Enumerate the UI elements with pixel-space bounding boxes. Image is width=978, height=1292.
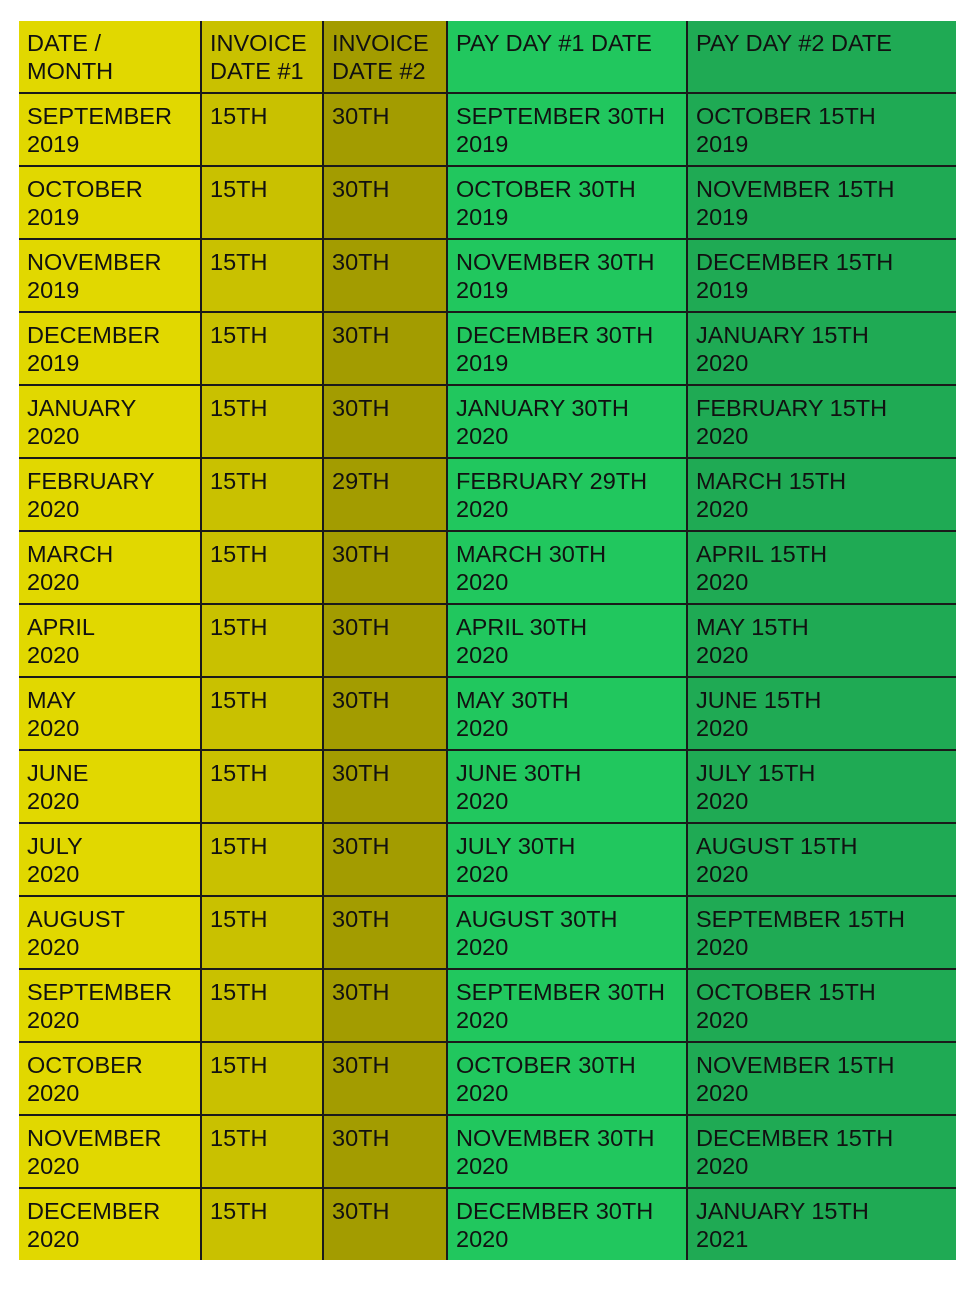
cell-date-month: JULY 2020: [19, 823, 201, 896]
table-row: [19, 604, 956, 677]
cell-pay-day-2: NOVEMBER 15TH 2019: [687, 166, 956, 239]
cell-pay-day-2: DECEMBER 15TH 2019: [687, 239, 956, 312]
cell-date-month: FEBRUARY 2020: [19, 458, 201, 531]
cell-pay-day-2: NOVEMBER 15TH 2020: [687, 1042, 956, 1115]
cell-invoice-date-2: 30TH: [323, 385, 447, 458]
cell-pay-day-1: SEPTEMBER 30TH 2019: [447, 93, 687, 166]
cell-pay-day-1: DECEMBER 30TH 2020: [447, 1188, 687, 1260]
header-invoice-date-1: INVOICE DATE #1: [201, 21, 323, 93]
cell-invoice-date-1: 15TH: [201, 677, 323, 750]
cell-invoice-date-1: 15TH: [201, 1188, 323, 1260]
cell-invoice-date-2: 30TH: [323, 969, 447, 1042]
cell-invoice-date-1: 15TH: [201, 750, 323, 823]
table-row: [19, 1188, 956, 1260]
cell-invoice-date-2: 30TH: [323, 531, 447, 604]
cell-invoice-date-2: 30TH: [323, 677, 447, 750]
table-row: [19, 93, 956, 166]
table-row: [19, 239, 956, 312]
table-row: [19, 750, 956, 823]
cell-pay-day-1: APRIL 30TH 2020: [447, 604, 687, 677]
cell-invoice-date-1: 15TH: [201, 385, 323, 458]
cell-pay-day-2: DECEMBER 15TH 2020: [687, 1115, 956, 1188]
cell-date-month: JUNE 2020: [19, 750, 201, 823]
cell-invoice-date-2: 29TH: [323, 458, 447, 531]
cell-pay-day-1: DECEMBER 30TH 2019: [447, 312, 687, 385]
header-date-month: DATE / MONTH: [19, 21, 201, 93]
cell-date-month: APRIL 2020: [19, 604, 201, 677]
cell-pay-day-1: OCTOBER 30TH 2019: [447, 166, 687, 239]
cell-invoice-date-1: 15TH: [201, 93, 323, 166]
cell-invoice-date-2: 30TH: [323, 750, 447, 823]
cell-invoice-date-1: 15TH: [201, 239, 323, 312]
table-row: [19, 969, 956, 1042]
table-row: [19, 531, 956, 604]
cell-pay-day-2: MAY 15TH 2020: [687, 604, 956, 677]
cell-pay-day-2: OCTOBER 15TH 2019: [687, 93, 956, 166]
cell-pay-day-2: FEBRUARY 15TH 2020: [687, 385, 956, 458]
cell-invoice-date-1: 15TH: [201, 1042, 323, 1115]
cell-pay-day-2: JUNE 15TH 2020: [687, 677, 956, 750]
cell-pay-day-2: JULY 15TH 2020: [687, 750, 956, 823]
table-row: [19, 458, 956, 531]
cell-invoice-date-2: 30TH: [323, 166, 447, 239]
header-row: [19, 21, 956, 93]
cell-date-month: OCTOBER 2020: [19, 1042, 201, 1115]
cell-invoice-date-1: 15TH: [201, 969, 323, 1042]
table-row: [19, 1115, 956, 1188]
cell-pay-day-2: JANUARY 15TH 2020: [687, 312, 956, 385]
cell-invoice-date-1: 15TH: [201, 604, 323, 677]
cell-pay-day-1: NOVEMBER 30TH 2020: [447, 1115, 687, 1188]
table-body: [19, 21, 956, 1260]
cell-date-month: MAY 2020: [19, 677, 201, 750]
table-row: [19, 166, 956, 239]
cell-date-month: SEPTEMBER 2019: [19, 93, 201, 166]
cell-date-month: NOVEMBER 2020: [19, 1115, 201, 1188]
cell-invoice-date-1: 15TH: [201, 896, 323, 969]
cell-date-month: DECEMBER 2019: [19, 312, 201, 385]
cell-pay-day-2: OCTOBER 15TH 2020: [687, 969, 956, 1042]
cell-invoice-date-1: 15TH: [201, 458, 323, 531]
cell-pay-day-1: NOVEMBER 30TH 2019: [447, 239, 687, 312]
cell-pay-day-2: SEPTEMBER 15TH 2020: [687, 896, 956, 969]
header-pay-day-1: PAY DAY #1 DATE: [447, 21, 687, 93]
cell-pay-day-1: MARCH 30TH 2020: [447, 531, 687, 604]
cell-invoice-date-2: 30TH: [323, 1115, 447, 1188]
cell-pay-day-1: JUNE 30TH 2020: [447, 750, 687, 823]
cell-invoice-date-2: 30TH: [323, 604, 447, 677]
cell-invoice-date-2: 30TH: [323, 823, 447, 896]
cell-date-month: OCTOBER 2019: [19, 166, 201, 239]
cell-pay-day-1: SEPTEMBER 30TH 2020: [447, 969, 687, 1042]
cell-invoice-date-2: 30TH: [323, 312, 447, 385]
table-row: [19, 1042, 956, 1115]
cell-pay-day-1: JANUARY 30TH 2020: [447, 385, 687, 458]
cell-invoice-date-1: 15TH: [201, 166, 323, 239]
cell-date-month: MARCH 2020: [19, 531, 201, 604]
cell-pay-day-1: JULY 30TH 2020: [447, 823, 687, 896]
cell-pay-day-1: FEBRUARY 29TH 2020: [447, 458, 687, 531]
cell-invoice-date-2: 30TH: [323, 896, 447, 969]
cell-date-month: NOVEMBER 2019: [19, 239, 201, 312]
table-row: [19, 823, 956, 896]
cell-pay-day-2: JANUARY 15TH 2021: [687, 1188, 956, 1260]
cell-pay-day-1: AUGUST 30TH 2020: [447, 896, 687, 969]
cell-invoice-date-2: 30TH: [323, 93, 447, 166]
table-row: [19, 385, 956, 458]
cell-pay-day-1: OCTOBER 30TH 2020: [447, 1042, 687, 1115]
header-invoice-date-2: INVOICE DATE #2: [323, 21, 447, 93]
cell-invoice-date-1: 15TH: [201, 312, 323, 385]
cell-date-month: JANUARY 2020: [19, 385, 201, 458]
cell-date-month: DECEMBER 2020: [19, 1188, 201, 1260]
cell-pay-day-2: APRIL 15TH 2020: [687, 531, 956, 604]
cell-invoice-date-2: 30TH: [323, 1042, 447, 1115]
cell-pay-day-2: MARCH 15TH 2020: [687, 458, 956, 531]
table-row: [19, 312, 956, 385]
cell-invoice-date-1: 15TH: [201, 1115, 323, 1188]
cell-pay-day-2: AUGUST 15TH 2020: [687, 823, 956, 896]
table-row: [19, 677, 956, 750]
cell-date-month: AUGUST 2020: [19, 896, 201, 969]
cell-invoice-date-2: 30TH: [323, 239, 447, 312]
cell-date-month: SEPTEMBER 2020: [19, 969, 201, 1042]
cell-invoice-date-2: 30TH: [323, 1188, 447, 1260]
invoice-payday-table: [19, 21, 956, 1260]
table-row: [19, 896, 956, 969]
header-pay-day-2: PAY DAY #2 DATE: [687, 21, 956, 93]
cell-invoice-date-1: 15TH: [201, 531, 323, 604]
cell-pay-day-1: MAY 30TH 2020: [447, 677, 687, 750]
cell-invoice-date-1: 15TH: [201, 823, 323, 896]
